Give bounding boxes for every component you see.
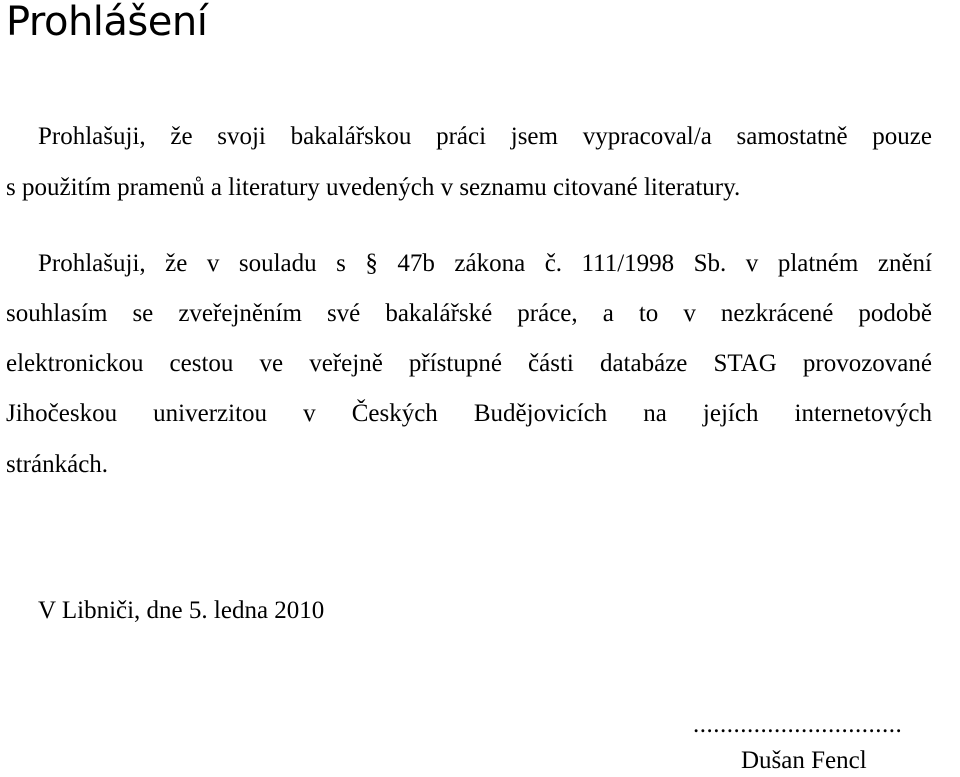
signature-name: Dušan Fencl bbox=[741, 747, 867, 774]
paragraph-2-line-5: stránkách. bbox=[6, 451, 109, 478]
page-title: Prohlášení bbox=[6, 0, 208, 45]
place-and-date: V Libniči, dne 5. ledna 2010 bbox=[38, 597, 325, 624]
paragraph-2-line-4: Jihočeskou univerzitou v Českých Budějovicích na jejích internetových bbox=[6, 400, 932, 427]
paragraph-2-line-3: elektronickou cestou ve veřejně přístupné části databáze STAG provozované bbox=[6, 350, 932, 377]
paragraph-2-line-1: Prohlašuji, že v souladu s § 47b zákona č. 111/1998 Sb. v platném znění bbox=[38, 250, 932, 277]
paragraph-1-line-1: Prohlašuji, že svoji bakalářskou práci jsem vypracoval/a samostatně pouze bbox=[38, 123, 932, 150]
paragraph-2-line-2: souhlasím se zveřejněním své bakalářské práce, a to v nezkrácené podobě bbox=[6, 300, 932, 327]
signature-line: ............................... bbox=[693, 711, 903, 738]
paragraph-1-line-2: s použitím pramenů a literatury uvedených v seznamu citované literatury. bbox=[6, 174, 741, 201]
